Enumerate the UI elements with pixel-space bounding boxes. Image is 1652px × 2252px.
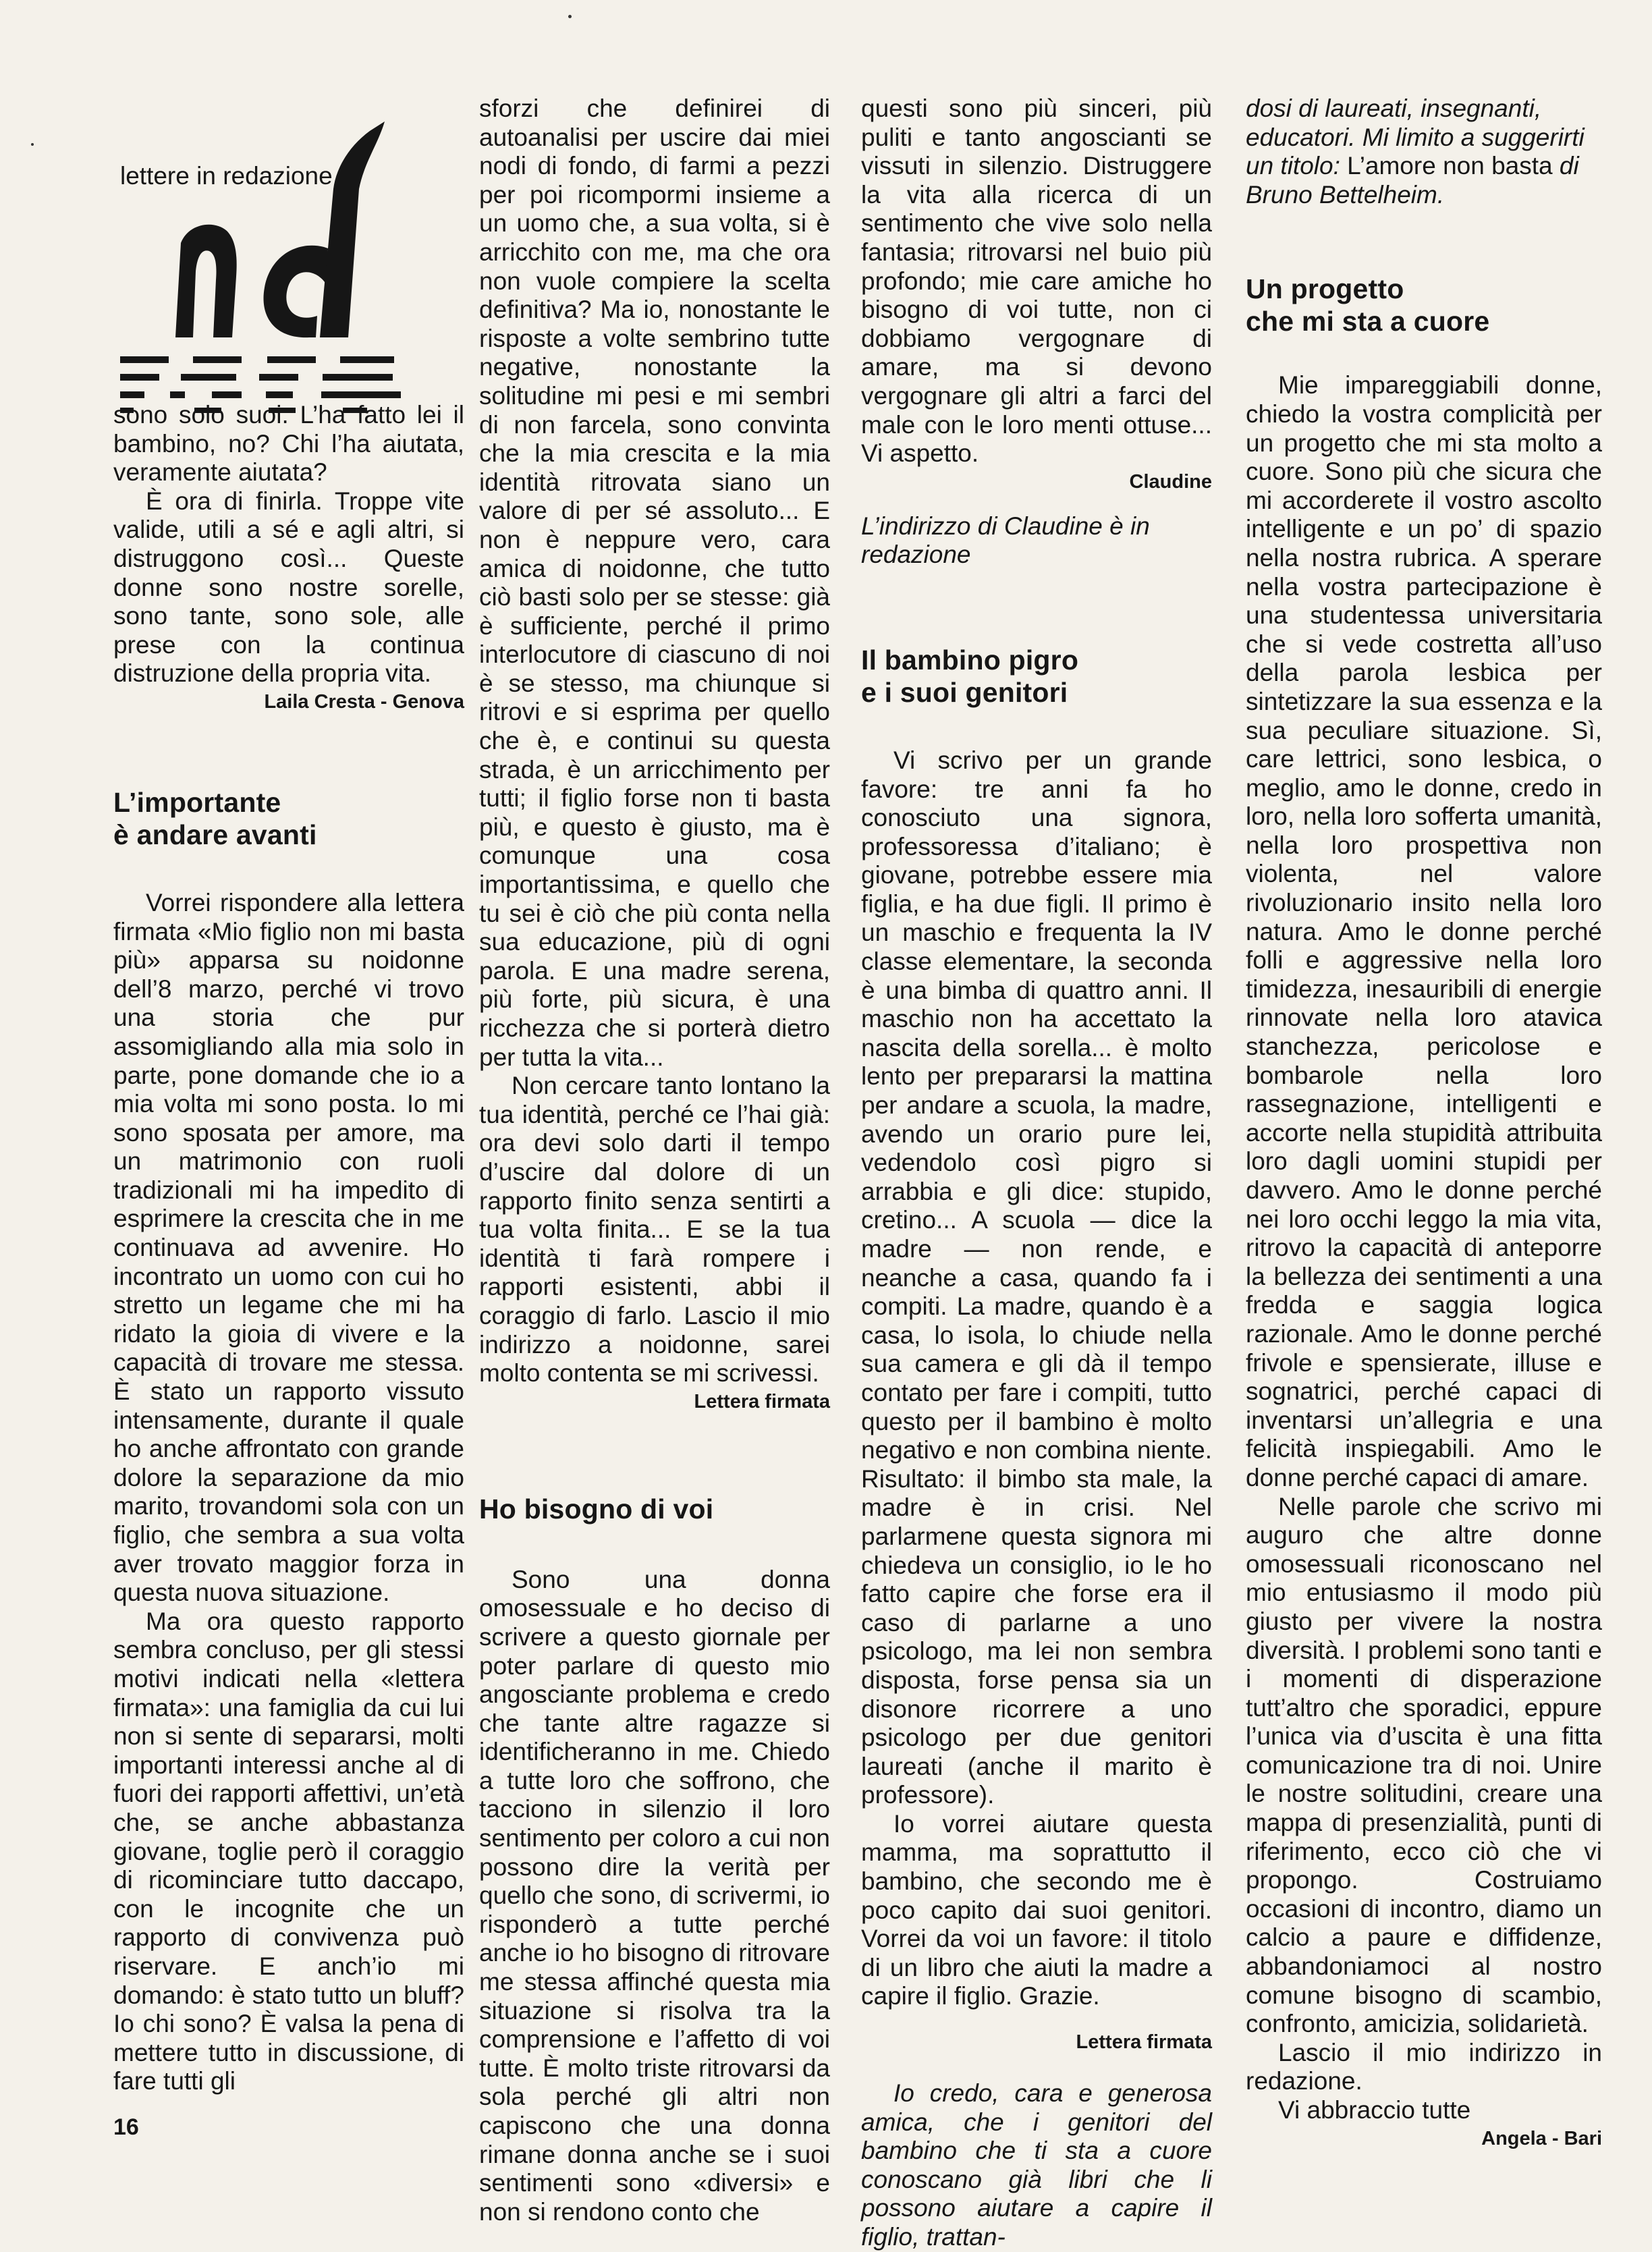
letter-2-paragraph: Non cercare tanto lontano la tua identità, perché ce l’hai già: ora devi solo darti il tempo d’uscire dal dolore di un rapporto finito senza sentirti a tua volta finita... E se la tua identità ti farà rompere i rapporti esistenti, abbi il coraggio di farlo. Lascio il mio indirizzo a noidonne, sarei molto contenta se mi scrivessi.	[479, 1072, 830, 1388]
letter-2-paragraph: Vorrei rispondere alla lettera firmata «Mio figlio non mi basta più» apparsa su noidonne dell’8 marzo, perché vi trovo una storia che pur assomigliando alla mia solo in parte, pone domande che io a mia volta mi sono posta. Io mi sono sposata per amore, ma un matrimonio con ruoli tradizionali mi ha impedito di esprimere la crescita che in me continuava ad avvenire. Ho incontrato un uomo con cui ho stretto un legame che mi ha ridato la gioia di vivere e la capacità di trovare me stessa. È stato un rapporto vissuto intensamente, durante il quale ho anche affrontato con grande dolore la separazione da mio marito, trovandomi sola con un figlio, che sembra a sua volta aver trovato maggior forza in questa nuova situazione.	[113, 888, 464, 1607]
nd-logo-icon	[113, 88, 464, 412]
letter-5-paragraph: Nelle parole che scrivo mi auguro che altre donne omosessuali riconoscano nel mio entusiasmo il modo più giusto per vivere la nostra diversità. I problemi sono tanti e i momenti di disperazione tutt’altro che sporadici, eppure l’unica via d’uscita è una fitta comunicazione tra di noi. Unire le nostre solitudini, creare una mappa di presenzialità, punti di riferimento, ecco ciò che vi propongo. Costruiamo occasioni di incontro, diamo un calcio a paure e diffidenze, abbandoniamoci al nostro comune bisogno di scambio, confronto, amicizia, solidarietà.	[1246, 1492, 1602, 2038]
letter-3-editor-note: L’indirizzo di Claudine è in redazione	[861, 512, 1150, 569]
letter-5-paragraph: Mie impareggiabili donne, chiedo la vostra complicità per un progetto che mi sta molto a cuore. Sono più che sicura che mi accorderete il vostro ascolto intelligente e un po’ di spazio nella nostra rubrica. A sperare nella vostra partecipazione è una studentessa universitaria che si vede costretta all’uso della parola lesbica per sintetizzare la sua essenza e la sua peculiare situazione. Sì, care lettrici, sono lesbica, o meglio, amo le donne, credo in loro, nella loro sofferta umanità, nella loro prospettiva non violenta, nel valore rivoluzionario insito nella loro natura. Amo le donne perché folli e aggressive nella loro timidezza, inesauribili di energie rinnovate nella loro atavica stanchezza, pericolose e bombarole nella loro rassegnazione, intelligenti e accorte nella stupidità attribuita loro dagli uomini stupidi per davvero. Amo le donne perché nei loro occhi leggo la mia vita, ritrovo la capacità di anteporre la bellezza dei sentimenti a una fredda e saggia logica razionale. Amo le donne perché frivole e spensierate, illuse e sognatrici, perché capaci di inventarsi un’allegria e una felicità inspiegabili. Amo le donne perché capaci di amare.	[1246, 371, 1602, 1491]
editor-reply-continued: dosi di laureati, insegnanti, educatori. Mi limito a suggerirti un titolo: L’amore non basta di Bruno Bettelheim.	[1246, 94, 1585, 209]
section-label: lettere in redazione	[120, 162, 333, 190]
letter-2-paragraph: Ma ora questo rapporto sembra concluso, per gli stessi motivi indicati nella «lettera firmata»: una famiglia da cui lui non si sente di separarsi, molti importanti interessi anche al di fuori dei rapporti affettivi, un’età che, se anche abbastanza giovane, toglie però il coraggio di ricominciare tutto daccapo, con le incognite che un rapporto di convivenza può riservare. E anch’io mi domando: è stato tutto un bluff? Io chi sono? È valsa la pena di mettere tutto in discussione, di fare tutti gli	[113, 1607, 464, 2095]
letter-3-paragraph: Sono una donna omosessuale e ho deciso di scrivere a questo giornale per poter parlare di questo mio angosciante problema e credo che tante altre ragazze si identificheranno in me. Chiedo a tutte loro che soffrono, che tacciono in silenzio il loro sentimento per coloro a cui non possono dire la verità per quello che sono, di scrivermi, io risponderò a tutte perché anche io ho bisogno di ritrovare me stessa affinché questa mia situazione si risolva tra la comprensione e l’affetto di voi tutte. È molto triste ritrovarsi da sola perché gli altri non capiscono che una donna rimane donna anche se i suoi sentimenti sono «diversi» e non si rendono conto che	[479, 1565, 830, 2226]
scan-speck	[31, 143, 34, 146]
letter-3-paragraph: questi sono più sinceri, più puliti e tanto angoscianti se vissuti in silenzio. Distruggere la vita alla ricerca di un sentimento che vive solo nella fantasia; ritrovarsi nel buio più profondo; mie care amiche ho bisogno di voi tutte, non ci dobbiamo vergognare di amare, ma si devono vergognare gli altri a farci del male con le loro menti ottuse... Vi aspetto.	[861, 94, 1212, 468]
letter-2-title: L’importante è andare avanti	[113, 786, 317, 850]
letter-3-title: Ho bisogno di voi	[479, 1493, 714, 1525]
letter-4-paragraph: Io vorrei aiutare questa mamma, ma soprattutto il bambino, che secondo me è poco capito dai suoi genitori. Vorrei da voi un favore: il titolo di un libro che aiuti la madre a capire il figlio. Grazie.	[861, 1809, 1212, 2010]
column-1	[113, 401, 464, 2096]
column-2	[479, 94, 830, 2226]
letter-5-paragraph: Lascio il mio indirizzo in redazione.	[1246, 2038, 1602, 2095]
letter-3-signature: Claudine	[1129, 470, 1212, 493]
masthead	[113, 88, 464, 418]
letter-4-paragraph: Vi scrivo per un grande favore: tre anni fa ho conosciuto una signora, professoressa d’italiano; è giovane, potrebbe essere mia figlia, e ha due figli. Il primo è un maschio e frequenta la IV classe elementare, la seconda è una bimba di quattro anni. Il maschio non ha accettato la nascita della sorella... è molto lento per prepararsi la mattina per andare a scuola, la madre, avendo un orario pure lei, vedendolo così pigro si arrabbia e gli dice: stupido, cretino... A scuola — dice la madre — non rende, e neanche a casa, quando fa i compiti. La madre, quando è a casa, lo isola, lo chiude nella sua camera e gli dà il tempo contato per fare i compiti, tutto questo per il bambino è molto negativo e non combina niente. Risultato: il bimbo sta male, la madre è in crisi. Nel parlarmene questa signora mi chiedeva un consiglio, io le ho fatto capire che forse era il caso di parlarne a uno psicologo, ma lei non sembra disposta, forse pensa sia un disonore ricorrere a uno psicologo per due genitori laureati (anche il marito è professore).	[861, 746, 1212, 1809]
letter-1-paragraph: sono solo suoi. L’ha fatto lei il bambino, no? Chi l’ha aiutata, veramente aiutata?	[113, 401, 464, 487]
column-3	[861, 94, 1212, 2252]
letter-5-paragraph: Vi abbraccio tutte	[1278, 2096, 1471, 2124]
letter-5-title: Un progetto che mi sta a cuore	[1246, 273, 1490, 337]
letter-4-signature: Lettera firmata	[1076, 2031, 1212, 2054]
column-4	[1246, 94, 1602, 2150]
page-number: 16	[113, 2114, 139, 2140]
scan-speck	[568, 15, 572, 18]
letter-4-title: Il bambino pigro e i suoi genitori	[861, 644, 1079, 708]
letter-1-signature: Laila Cresta - Genova	[264, 690, 464, 713]
letter-1-paragraph: È ora di finirla. Troppe vite valide, utili a sé e agli altri, si distruggono così... Queste donne sono nostre sorelle, sono tante, sono sole, alle prese con la continua distruzione della propria vita.	[113, 487, 464, 688]
letter-2-signature: Lettera firmata	[694, 1390, 830, 1412]
letter-5-signature: Angela - Bari	[1481, 2127, 1602, 2149]
letter-2-paragraph: sforzi che definirei di autoanalisi per uscire dai miei nodi di fondo, di farmi a pezzi per poi ricompormi insieme a un uomo che, a sua volta, si è arricchito con me, ma che ora non vuole compiere la scelta definitiva? Ma io, nonostante le risposte a volte sembrino tutte negative, nonostante la solitudine mi pesi e mi sembri di non farcela, sono convinta che la mia crescita e la mia identità ritrovata siano un valore di per sé assoluto... E non è neppure vero, cara amica di noidonne, che tutto ciò basti solo per se stesse: già è sufficiente, perché il primo interlocutore di ciascuno di noi è se stesso, ma chiunque si ritrovi e si esprima per quello che è, e continui su questa strada, è un arricchimento per tutti; il figlio forse non ti basta più, e questo è giusto, ma è comunque una cosa importantissima, e quello che tu sei è ciò che più conta nella sua educazione, più di ogni parola. E una madre serena, più forte, più sicura, è una ricchezza che si porterà dietro per tutta la vita...	[479, 94, 830, 1071]
editor-reply: Io credo, cara e generosa amica, che i genitori del bambino che ti sta a cuore conoscano già libri che li possono aiutare a capire il figlio, trattan-	[861, 2079, 1212, 2251]
